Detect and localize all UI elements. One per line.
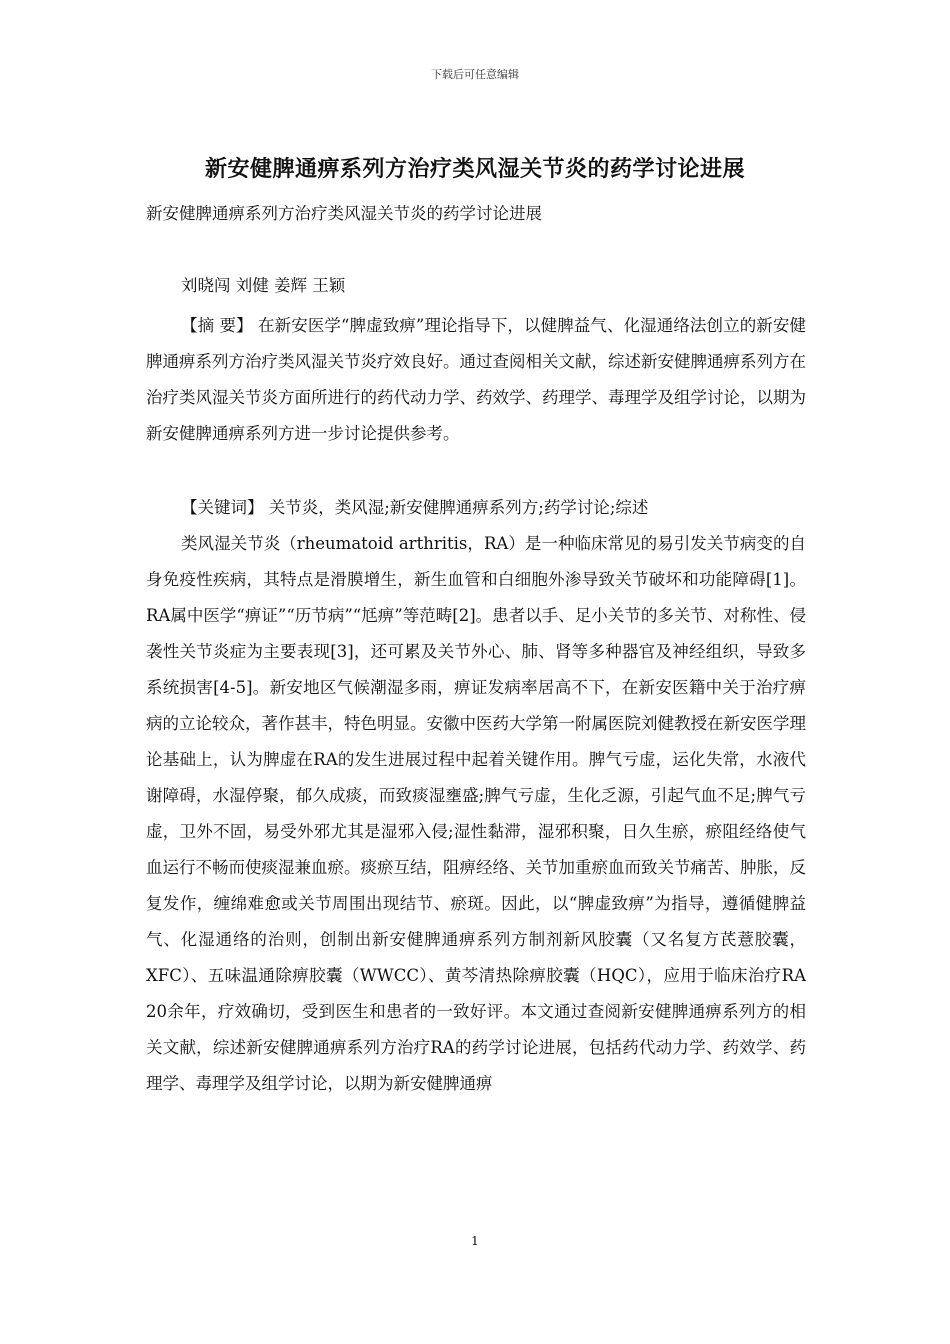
keywords-paragraph: [146, 490, 806, 526]
keywords-text: 关节炎，类风湿;新安健脾通痹系列方;药学讨论;综述: [263, 498, 649, 517]
body-paragraph: 类风湿关节炎（rheumatoid arthritis，RA）是一种临床常见的易引发关节病变的自身免疫性疾病，其特点是滑膜增生，新生血管和白细胞外渗导致关节破坏和功能障碍[1]。RA属中医学“痹证”“历节病”“尪痹”等范畴[2]。患者以手、足小关节的多关节、对称性、侵袭性关节炎症为主要表现[3]，还可累及关节外心、肺、肾等多种器官及神经组织，导致多系统损害[4-5]。新安地区气候潮湿多雨，痹证发病率居高不下，在新安医籍中关于治疗痹病的立论较众，著作甚丰，特色明显。安徽中医药大学第一附属医院刘健教授在新安医学理论基础上，认为脾虚在RA的发生进展过程中起着关键作用。脾气亏虚，运化失常，水液代谢障碍，水湿停聚，郁久成痰，而致痰湿壅盛;脾气亏虚，生化乏源，引起气血不足;脾气亏虚，卫外不固，易受外邪尤其是湿邪入侵;湿性黏滞，湿邪积聚，日久生瘀，瘀阻经络使气血运行不畅而使痰湿兼血瘀。痰瘀互结，阻痹经络、关节加重瘀血而致关节痛苦、肿胀，反复发作，缠绵难愈或关节周围出现结节、瘀斑。因此，以“脾虚致痹”为指导，遵循健脾益气、化湿通络的治则，创制出新安健脾通痹系列方制剂新风胶囊（又名复方芪薏胶囊，XFC）、五味温通除痹胶囊（WWCC）、黄芩清热除痹胶囊（HQC），应用于临床治疗RA 20余年，疗效确切，受到医生和患者的一致好评。本文通过查阅新安健脾通痹系列方的相关文献，综述新安健脾通痹系列方治疗RA的药学讨论进展，包括药代动力学、药效学、药理学、毒理学及组学讨论，以期为新安健脾通痹: [146, 534, 806, 1093]
abstract-label: 【摘 要】: [181, 316, 253, 335]
document-subtitle: 新安健脾通痹系列方治疗类风湿关节炎的药学讨论进展: [146, 204, 542, 223]
abstract-text: 在新安医学“脾虚致痹”理论指导下，以健脾益气、化湿通络法创立的新安健脾通痹系列方治疗类风湿关节炎疗效良好。通过查阅相关文献，综述新安健脾通痹系列方在治疗类风湿关节炎方面所进行的药代动力学、药效学、药理学、毒理学及组学讨论，以期为新安健脾通痹系列方进一步讨论提供参考。: [146, 316, 806, 443]
header-note: 下载后可任意编辑: [431, 68, 519, 81]
keywords-label: 【关键词】: [181, 498, 264, 517]
abstract-paragraph: [146, 308, 806, 452]
document-title: 新安健脾通痹系列方治疗类风湿关节炎的药学讨论进展: [204, 156, 745, 182]
page-number: 1: [471, 1234, 479, 1248]
authors-line: 刘晓闯 刘健 姜辉 王颖: [181, 276, 346, 295]
